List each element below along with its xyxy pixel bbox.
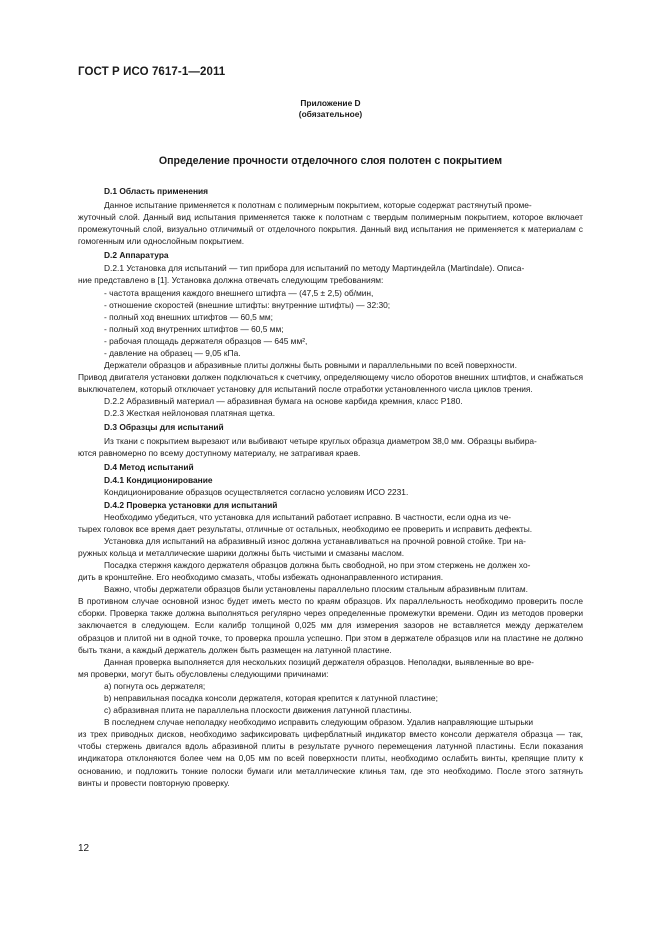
section-heading-d2: D.2 Аппаратура xyxy=(104,249,169,260)
paragraph-text: из трех приводных дисков, необходимо зафиксировать циферблатный индикатор вместо консоли держателя образца — так, чтобы стержень двигался вдоль абразивной плиты в результате ручного перемещения латунной пластины. Если показания индикатора отклоняются более чем на 0,05 мм по всей поверхности плиты, необходимо ослабить винты, крепящие плиту к основанию, и подложить тонкие полоски бумаги или металлические клинья там, где это необходимо. После этого затянуть винты и провести повторную проверку. xyxy=(78,729,583,788)
paragraph-text: мя проверки, могут быть обусловлены следующими причинами: xyxy=(78,668,329,679)
paragraph-text: Посадка стержня каждого держателя образцов должна быть свободной, но при этом стержень не должен хо- xyxy=(104,559,531,570)
list-item: b) неправильная посадка консоли держателя, которая крепится к латунной пластине; xyxy=(104,693,438,703)
paragraph-text: В противном случае основной износ будет иметь место по краям образцов. Их параллельность необходимо проверить после сборки. Проверка также должна выполняться регулярно через определенные промежутки времени. Один из методов проверки заключается в следующем. Если калибр толщиной 0,025 мм для измерения зазоров не вставляется между держателем образцов и плитой ни в одной точке, то проверка прошла успешно. При этом в держателе образцов или на пластине не должно быть ткани, а каждый держатель должен быть размещен на латунной пластине. xyxy=(78,596,583,655)
subsection-heading-d41: D.4.1 Кондиционирование xyxy=(104,475,213,486)
document-body xyxy=(78,185,583,789)
section-heading-d3: D.3 Образцы для испытаний xyxy=(104,422,224,433)
paragraph-text: Установка для испытаний на абразивный износ должна устанавливаться на прочной ровной стойке. Три на- xyxy=(104,535,526,546)
subsection-heading-d42: D.4.2 Проверка установки для испытаний xyxy=(104,499,278,510)
section-heading-d4: D.4 Метод испытаний xyxy=(104,461,194,472)
list-item: a) погнута ось держателя; xyxy=(104,680,206,691)
paragraph-text: D.2.1 Установка для испытаний — тип прибора для испытаний по методу Мартиндейла (Martindale). Описа- xyxy=(104,263,525,274)
list-item: - полный ход внешних штифтов — 60,5 мм; xyxy=(104,311,273,322)
list-item: - давление на образец — 9,05 кПа. xyxy=(104,348,241,358)
list-item: c) абразивная плита не параллельна плоскости движения латунной пластины. xyxy=(104,705,412,716)
page-number: 12 xyxy=(78,843,90,854)
list-item: - рабочая площадь держателя образцов — 645 мм², xyxy=(104,335,308,346)
appendix-status: (обязательное) xyxy=(298,109,363,119)
appendix-label: Приложение D xyxy=(300,98,361,108)
appendix-title: Определение прочности отделочного слоя полотен с покрытием xyxy=(158,155,503,167)
list-item: - частота вращения каждого внешнего штифта — (47,5 ± 2,5) об/мин, xyxy=(104,287,374,298)
paragraph-text: ются равномерно по всему доступному материалу, не затрагивая краев. xyxy=(78,447,361,458)
paragraph-text: Из ткани с покрытием вырезают или выбивают четыре круглых образца диаметром 38,0 мм. Образцы выбира- xyxy=(104,435,537,446)
section-heading-d1: D.1 Область применения xyxy=(104,186,209,196)
list-item: - отношение скоростей (внешние штифты: внутренние штифты) — 32:30; xyxy=(104,299,391,310)
paragraph-text: Держатели образцов и абразивные плиты должны быть ровными и параллельными по всей поверхности. xyxy=(104,360,517,371)
paragraph-text: жуточный слой. Данный вид испытания применяется также к полотнам с твердым полимерным покрытием, которое включает промежуточный слой, визуально отличимый от отделочного покрытия. Данный вид испытания не применяется к материалам с гомогенным или однослойным покрытием. xyxy=(78,211,583,246)
paragraph-text: D.2.3 Жесткая нейлоновая платяная щетка. xyxy=(104,408,276,419)
list-item: - полный ход внутренних штифтов — 60,5 мм; xyxy=(104,323,284,334)
paragraph-text: Данная проверка выполняется для нескольких позиций держателя образцов. Неполадки, выявленные во вре- xyxy=(104,656,534,667)
paragraph-text: В последнем случае неполадку необходимо исправить следующим образом. Удалив направляющие штырьки xyxy=(104,717,534,728)
paragraph-text: D.2.2 Абразивный материал — абразивная бумага на основе карбида кремния, класс Р180. xyxy=(104,396,463,407)
paragraph-text: Важно, чтобы держатели образцов были установлены параллельно плоским стальным абразивным плитам. xyxy=(104,584,528,595)
paragraph-text: Данное испытание применяется к полотнам с полимерным покрытием, которые содержат растянутый проме- xyxy=(104,199,532,210)
paragraph-text: Привод двигателя установки должен подключаться к счетчику, определяющему число оборотов внешних штифтов, и снабжаться выключателем, который отключает установку для испытаний после отработки установленного числа циклов трения. xyxy=(78,372,583,395)
appendix-heading xyxy=(78,98,583,120)
paragraph-text: дить в кронштейне. Его необходимо смазать, чтобы избежать однонаправленного истирания. xyxy=(78,572,444,583)
paragraph-text: ние представлено в [1]. Установка должна отвечать следующим требованиям: xyxy=(78,275,384,286)
paragraph-text: тырех головок все время дает результаты, отличные от остальных, необходимо ее проверить и исправить дефекты. xyxy=(78,523,533,534)
paragraph-text: Кондиционирование образцов осуществляется согласно условиям ИСО 2231. xyxy=(104,487,409,498)
paragraph-text: Необходимо убедиться, что установка для испытаний работает исправно. В частности, если одна из че- xyxy=(104,511,512,522)
document-header-code: ГОСТ Р ИСО 7617-1—2011 xyxy=(78,66,226,78)
paragraph-text: ружных кольца и металлические шарики должны быть чистыми и смазаны маслом. xyxy=(78,547,405,558)
